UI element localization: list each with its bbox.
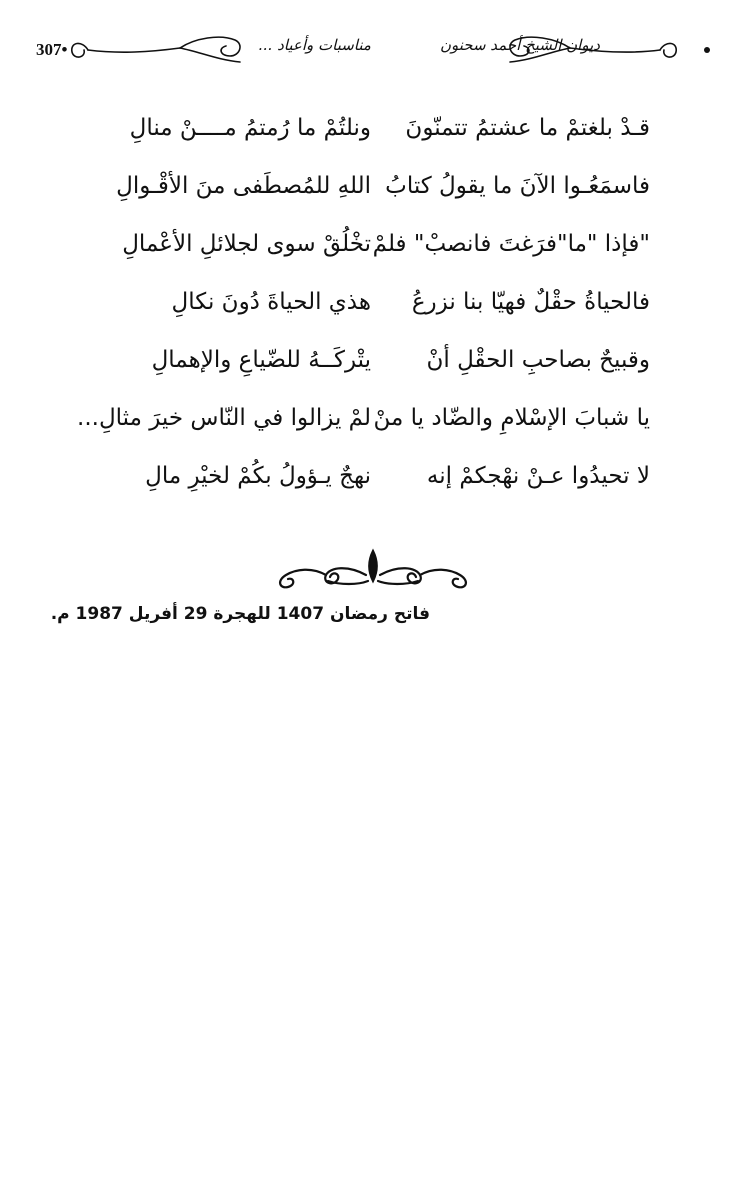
verse bbox=[96, 104, 656, 162]
book-title: ديوان الشيخ أحمد سحنون bbox=[440, 36, 600, 54]
verse-first-hemistich: يا شبابَ الإسْلامِ والضّاد يا منْ bbox=[373, 405, 650, 431]
verse bbox=[96, 336, 656, 394]
verse bbox=[96, 220, 656, 278]
title-separator: ... bbox=[258, 36, 273, 54]
verse bbox=[96, 452, 656, 510]
verse bbox=[77, 394, 656, 452]
verse-first-hemistich: "فإذا "ما"فرَغتَ فانصبْ" فلمْ bbox=[372, 231, 650, 257]
verse-second-hemistich: يتْركَــهُ للضّياعِ والإهمالِ bbox=[151, 347, 371, 373]
verse-first-hemistich: لا تحيدُوا عـنْ نهْجكمْ إنه bbox=[426, 463, 650, 489]
verse-first-hemistich: فالحياةُ حقْلٌ فهيّا بنا نزرعُ bbox=[411, 289, 650, 315]
verse bbox=[96, 162, 656, 220]
date-note: فاتح رمضان 1407 للهجرة 29 أفريل 1987 م. bbox=[50, 604, 430, 624]
verse-second-hemistich: نهجٌ يـؤولُ بكُمْ لخيْرِ مالِ bbox=[145, 463, 371, 489]
verse-first-hemistich: وقبيحٌ بصاحبِ الحقْلِ أنْ bbox=[426, 347, 650, 373]
verse-second-hemistich: تخْلُقْ سوى لجلائلِ الأعْمالِ bbox=[122, 231, 371, 257]
verse-second-hemistich: لمْ يزالوا في النّاس خيرَ مثالِ... bbox=[77, 405, 371, 431]
verse-first-hemistich: قـدْ بلغتمْ ما عشتمُ تتمنّونَ bbox=[405, 115, 650, 141]
verse bbox=[96, 278, 656, 336]
header-ornament bbox=[30, 22, 720, 72]
verse-second-hemistich: ونلتُمْ ما رُمتمُ مــــنْ منالِ bbox=[129, 115, 371, 141]
verse-first-hemistich: فاسمَعُـوا الآنَ ما يقولُ كتابُ bbox=[385, 173, 650, 199]
section-divider-ornament bbox=[268, 545, 478, 593]
page-header bbox=[30, 22, 720, 72]
running-title-section bbox=[258, 36, 371, 54]
page-number: 307• bbox=[36, 40, 68, 59]
verse-second-hemistich: هذي الحياةَ دُونَ نكالِ bbox=[171, 289, 371, 315]
poem bbox=[77, 104, 656, 510]
verse-second-hemistich: اللهِ للمُصطَفى منَ الأقْـوالِ bbox=[116, 173, 371, 199]
section-title: مناسبات وأعياد bbox=[277, 36, 371, 54]
